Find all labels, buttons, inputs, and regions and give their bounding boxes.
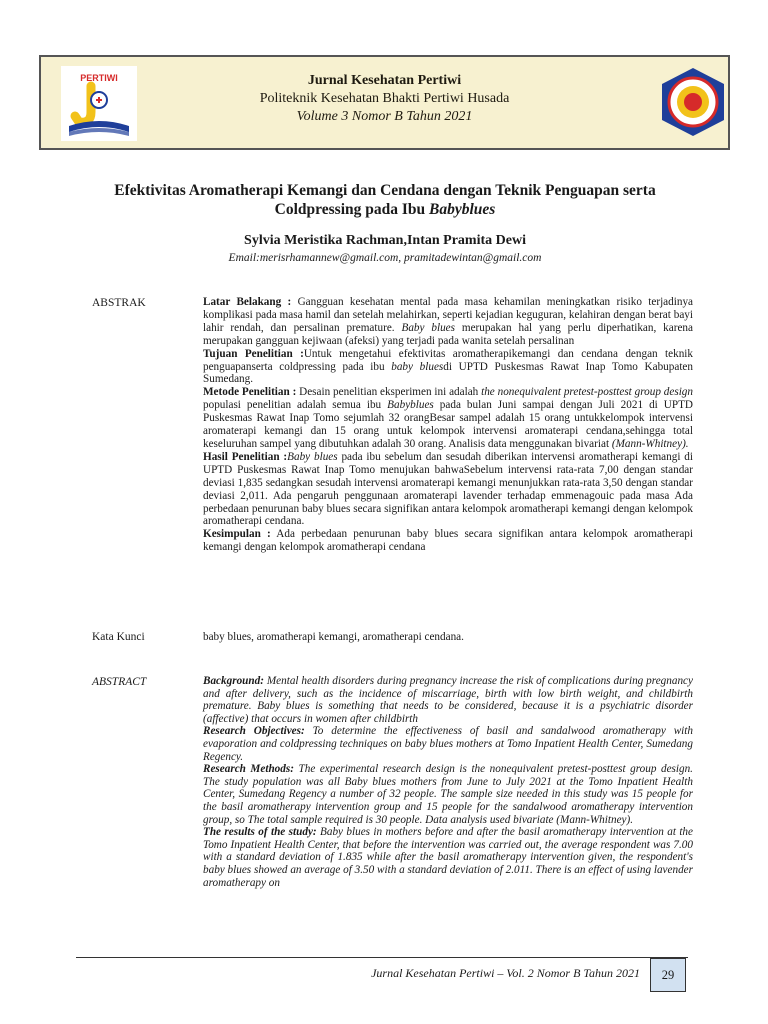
kata-kunci-label: Kata Kunci [92, 631, 145, 643]
methods-heading: Research Methods: [203, 763, 294, 776]
paper-title [80, 181, 690, 219]
author-list: Sylvia Meristika Rachman,Intan Pramita Dewi [244, 233, 526, 248]
author-email: Email:merisrhamannew@gmail.com, pramitadewintan@gmail.com [228, 252, 542, 264]
metode-italic-2: Babyblues [387, 399, 434, 412]
background-heading: Background: [203, 675, 264, 687]
kata-kunci-text: baby blues, aromatherapi kemangi, aromatherapi cendana. [203, 631, 464, 643]
tujuan-heading: Tujuan Penelitian : [203, 347, 304, 360]
metode-text-3: pada bulan Juni sampai dengan Juli 2021 di UPTD Puskesmas Rawat Inap Tomo sejumlah 32 orangBesar sampel adalah 15 orang untukkelompok intervensi aromaterapi kemangi dan 15 orang untuk kelompok intervensi aromaterapi cendana,sehingga total keseluruhan sampel yang dibutuhkan adalah 30 orang. Analisis data menggunakan bivariat [203, 399, 693, 450]
metode-italic-1: the nonequivalent pretest-posttest group design [481, 386, 693, 399]
journal-volume: Volume 3 Nomor B Tahun 2021 [296, 109, 473, 124]
latar-belakang-italic: Baby blues [401, 321, 455, 334]
tujuan-italic: baby blues [391, 360, 444, 373]
kesimpulan-heading: Kesimpulan : [203, 528, 271, 541]
paper-title-main: Efektivitas Aromatherapi Kemangi dan Cendana dengan Teknik Penguapan serta Coldpressing pada Ibu [114, 182, 656, 218]
abstrak-latar-belakang [203, 296, 693, 348]
abstract-background [203, 675, 693, 725]
journal-institution: Politeknik Kesehatan Bhakti Pertiwi Husada [259, 91, 510, 106]
abstract-objectives [203, 725, 693, 763]
journal-header-banner [39, 55, 730, 150]
methods-text: The experimental research design is the nonequivalent pretest-posttest group design. The study population was all Baby blues mothers from June to July 2021 at the Tomo Inpatient Health Center, Sumedang Regency a number of 32 people. The sample size needed in this study was 15 people for the basil aromatherapy intervention group and 15 people for the sandalwood aromatherapy intervention group, so The total sample required is 30 people. Data analysis used bivariate (Mann-Whitney). [203, 763, 693, 826]
kesimpulan-text: Ada perbedaan penurunan baby blues secara signifikan antara kelompok aromatherapi kemangi dengan kelompok aromatherapi cendana [203, 528, 693, 554]
abstrak-label: ABSTRAK [92, 297, 146, 309]
tujuan-text-2: di UPTD Puskesmas Rawat Inap Tomo Kabupaten Sumedang. [203, 360, 693, 386]
metode-text: Desain penelitian eksperimen ini adalah [296, 386, 482, 399]
hasil-heading: Hasil Penelitian : [203, 450, 288, 463]
metode-italic-3: (Mann-Whitney). [611, 437, 689, 450]
metode-text-2: populasi penelitian adalah semua ibu [203, 399, 388, 412]
latar-belakang-text: Gangguan kesehatan mental pada masa kehamilan meningkatkan risiko terjadinya komplikasi pada masa hamil dan setelah melahirkan, seperti kejadian keguguran, kelahiran dengan berat bayi lahir rendah, dan persalinan premature. [203, 296, 694, 334]
abstract-body [203, 675, 693, 889]
latar-belakang-heading: Latar Belakang : [203, 296, 292, 308]
paper-title-emphasis: Babyblues [429, 201, 496, 218]
page-number: 29 [650, 958, 686, 992]
abstrak-metode [203, 386, 693, 451]
latar-belakang-text-2: merupakan hal yang perlu diperhatikan, karena merupakan gangguan kejiwaan (afeksi) yang terjadi pada wanita setelah persalinan [203, 321, 693, 347]
abstrak-body [203, 296, 693, 554]
tujuan-text: Untuk mengetahui efektivitas aromatherapikemangi dan cendana dengan teknik penguapanserta coldpressing pada ibu [203, 347, 694, 373]
footer-divider [76, 957, 688, 958]
footer-citation: Jurnal Kesehatan Pertiwi – Vol. 2 Nomor B Tahun 2021 [371, 966, 640, 980]
abstrak-hasil [203, 451, 693, 528]
polytechnic-seal-logo [658, 66, 728, 138]
journal-name: Jurnal Kesehatan Pertiwi [307, 73, 462, 88]
metode-heading: Metode Penelitian : [203, 386, 297, 399]
background-text: Mental health disorders during pregnancy increase the risk of complications during pregnancy and after delivery, such as the incidence of miscarriage, birth with low birth weight, and childbirth premature. Baby blues is something that needs to be considered, because it is a psychiatric disorder (affective) that occurs in women after childbirth [203, 675, 693, 725]
hasil-italic: Baby blues [287, 450, 338, 463]
abstract-label: ABSTRACT [92, 676, 147, 688]
hasil-text: pada ibu sebelum dan sesudah diberikan intervensi aromatherapi kemangi di UPTD Puskesmas Rawat Inap Tomo menujukan bahwaSebelum intervensi rata-rata 7,00 dengan standar deviasi 1,835 sedangkan sesudah intervensi aromaterapi kemangi menunjukkan rata-rata 3,50 dengan standar deviasi 2,011. Ada pengaruh penggunaan aromaterapi lavender terhadap emmenagouic pada masa Ada perbedaan penurunan baby blues secara signifikan antara kelompok aromatherapi kemangi dengan kelompok aromatherapi cendana. [203, 450, 693, 528]
objectives-heading: Research Objectives: [203, 725, 305, 738]
abstract-methods [203, 763, 693, 826]
pertiwi-logo-text: PERTIWI [80, 73, 118, 83]
results-heading: The results of the study: [203, 826, 317, 839]
results-text: Baby blues in mothers before and after the basil aromatherapy intervention at the Tomo Inpatient Health Center, that before the intervention was carried out, the average respondent was 7.00 with a standard deviation of 1.835 while after the basil aromatherapy intervention given, the respondent's baby blues showed an average of 3.50 with a standard deviation of 2.011. There is an effect of using lavender aromatherapy on [203, 826, 693, 889]
abstrak-tujuan [203, 348, 693, 387]
abstrak-kesimpulan [203, 528, 693, 554]
objectives-text: To determine the effectiveness of basil and sandalwood aromatherapy with evaporation and coldpressing techniques on baby blues mothers at Tomo Inpatient Health Center, Sumedang Regency. [203, 725, 693, 763]
abstract-results [203, 826, 693, 889]
